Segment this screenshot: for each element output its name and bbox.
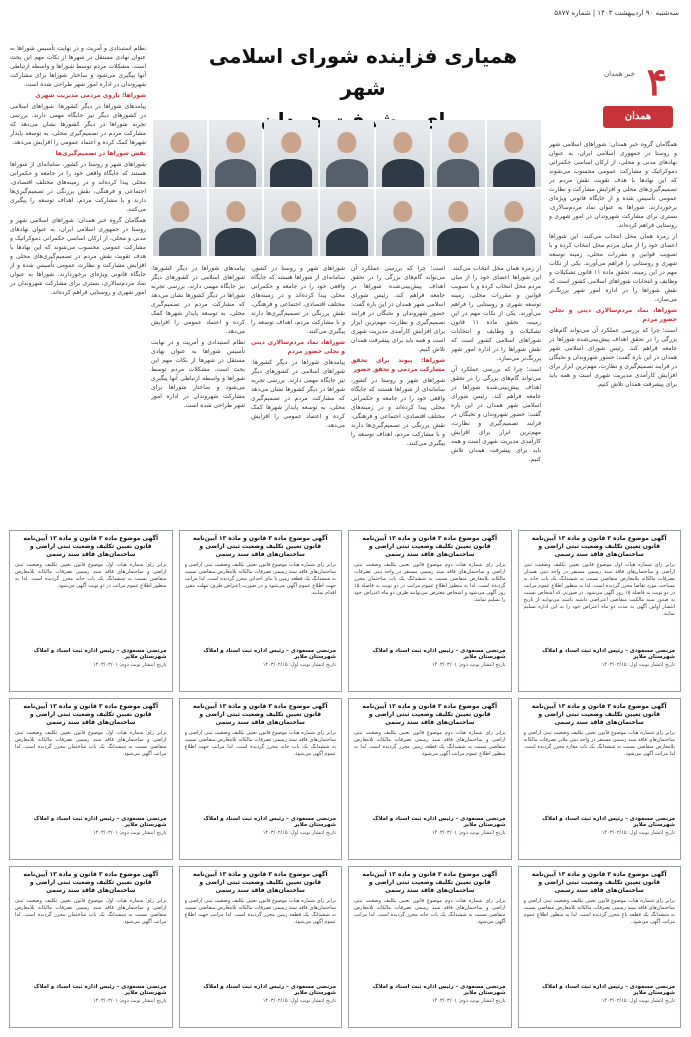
notice-text: برابر رأی شماره هیأت موضوع قانون تعیین تکلیف وضعیت ثبتی اراضی و ساختمان‌های فاقد سند رسمی تصرفات مالکانه بلامعارض متقاضی نسبت به ششدانگ یک باب خانه محرز گردیده است. لذا مراتب جهت اطلاع عموم آگهی می‌شود.: [184, 730, 336, 757]
section-label: خبر همدان: [603, 70, 635, 78]
article-subhead: شوراها، نماد مردم‌سالاری دینی و تجلی حضور مردم: [549, 307, 677, 323]
article-paragraph: از زمره همان محل انتخاب می‌کنند. این شوراها اعضای خود را از میان مردم محل انتخاب کرده و با تصویب قوانین و مقررات محلی، زمینه توسعه شهری و روستایی را فراهم می‌آورند. یکی از نکات مهم در این زمینه، تحقق ماده ۱۱ قانون تشکیلات و وظایف و انتخابات شوراهای اسلامی کشور است که نقش شوراها را در اداره امور شهر پررنگ‌تر می‌سازد.: [549, 233, 677, 303]
article-column-4: [251, 264, 345, 524]
notice-title: آگهی موضوع ماده ۳ قانون و ماده ۱۳ آیین‌نامه قانون تعیین تکلیف وضعیت ثبتی اراضی و ساختمان‌های فاقد سند رسمی: [23, 535, 159, 558]
notice-text: برابر رأی شماره هیأت موضوع قانون تعیین تکلیف وضعیت ثبتی اراضی و ساختمان‌های فاقد سند رسمی تصرفات مالکانه بلامعارض متقاضی نسبت به ششدانگ یک قطعه زمین با بنای احداثی محرز گردیده است. لذا مراتب جهت اطلاع عموم آگهی می‌شود و در صورت اعتراض ظرف مهلت مقرر اقدام نمایند.: [184, 562, 336, 596]
article-column-1: [549, 140, 677, 524]
notice-signature: مرتضی مسعودی – رئیس اداره ثبت اسناد و املاک شهرستان ملایر: [542, 984, 675, 996]
notice-text: برابر رأی شماره هیأت اول موضوع قانون تعیین تکلیف وضعیت ثبتی اراضی و ساختمان‌های فاقد سند رسمی تصرفات مالکانه بلامعارض متقاضی نسبت به ششدانگ یک باب خانه محرز گردیده است. لذا به منظور اطلاع عموم مراتب در دو نوبت آگهی می‌شود.: [15, 562, 167, 589]
notice-title: آگهی موضوع ماده ۳ قانون و ماده ۱۳ آیین‌نامه قانون تعیین تکلیف وضعیت ثبتی اراضی و ساختمان‌های فاقد سند رسمی: [362, 871, 498, 894]
notice-publish-date: تاریخ انتشار نوبت اول: ۱۴۰۳/۰۲/۱۵: [262, 830, 336, 836]
notice-title: آگهی موضوع ماده ۳ قانون و ماده ۱۳ آیین‌نامه قانون تعیین تکلیف وضعیت ثبتی اراضی و ساختمان‌های فاقد سند رسمی: [192, 703, 328, 726]
notice-signature: مرتضی مسعودی – رئیس اداره ثبت اسناد و املاک شهرستان ملایر: [372, 816, 506, 828]
article-paragraph: شوراهای شهر و روستا در کشور، سامانه‌ای از شوراها هستند که جایگاه واقعی خود را در جامعه و حکمرانی محلی پیدا کرده‌اند و در زمینه‌های مختلف اقتصادی، اجتماعی و فرهنگی، نقش پررنگی در تصمیم‌گیری‌ها دارند و با مشارکت مردم، اهداف توسعه را پیگیری می‌کنند.: [10, 161, 146, 213]
article-paragraph: است؛ چرا که بررسی عملکرد آن می‌تواند گام‌های بزرگی را در تحقق اهداف پیش‌بینی‌شده شوراها در جامعه فراهم کند. رئیس شورای اسلامی شهر همدان در این باره گفت: حضور شهروندان و نخبگان در فرایند تصمیم‌گیری و نظارت، مهم‌ترین ابزار برای افزایش کارآمدی مدیریت شهری است و همه باید برای پیشرفت همدان تلاش کنیم.: [549, 327, 677, 388]
member-photo: [153, 120, 207, 187]
notice-publish-date: تاریخ انتشار نوبت دوم: ۱۴۰۳/۰۳/۰۱: [431, 830, 506, 836]
article-subhead: نقش شوراها در تصمیم‌گیری‌ها: [55, 150, 146, 157]
member-photo: [264, 120, 318, 187]
notice-publish-date: تاریخ انتشار نوبت دوم: ۱۴۰۳/۰۳/۰۱: [431, 662, 506, 668]
article-paragraph: پیامدهای شوراها در دیگر کشورها: شوراهای اسلامی در کشورهای دیگر نیز جایگاه مهمی دارند. بررسی تجربه شوراها در دیگر کشورها نشان می‌دهد که مشارکت مردم در تصمیم‌گیری محلی، به توسعه پایدار شهرها کمک کرده و اعتماد عمومی را افزایش می‌دهد.: [10, 103, 146, 146]
notice-publish-date: تاریخ انتشار نوبت اول: ۱۴۰۳/۰۲/۱۵: [601, 830, 675, 836]
notice-title: آگهی موضوع ماده ۳ قانون و ماده ۱۳ آیین‌نامه قانون تعیین تکلیف وضعیت ثبتی اراضی و ساختمان‌های فاقد سند رسمی: [192, 535, 328, 558]
article-subhead: شوراها؛ بازوی مردمی مدیریت شهری: [35, 92, 146, 99]
notice-signature: مرتضی مسعودی – رئیس اداره ثبت اسناد و املاک شهرستان ملایر: [33, 648, 167, 660]
article-paragraph: است؛ چرا که بررسی عملکرد آن می‌تواند گام‌های بزرگی را در تحقق اهداف پیش‌بینی‌شده شوراها در جامعه فراهم کند. رئیس شورای اسلامی شهر همدان در این باره گفت: حضور شهروندان و نخبگان در فرایند تصمیم‌گیری و نظارت، مهم‌ترین ابزار برای افزایش کارآمدی مدیریت شهری است و همه باید برای پیشرفت همدان تلاش کنیم.: [451, 366, 541, 463]
article-paragraph: همگامان گروه خبر همدان: شوراهای اسلامی شهر و روستا در جمهوری اسلامی ایران، به عنوان نهادهای مدنی و محلی، از ارکان اساسی حکمرانی دموکراتیک و مشارکت عمومی محسوب می‌شوند که این نهادها با هدف تقویت نقش مردم در تصمیم‌گیری‌های محلی و افزایش مشارکت و نظارت عمومی تأسیس شده و از جایگاه قانونی ویژه‌ای برخوردارند. شوراها به عنوان نماد مردم‌سالاری، بستری برای مشارکت شهروندان در امور شهری و روستایی فراهم کرده‌اند.: [10, 217, 146, 296]
member-photo: [209, 189, 263, 256]
council-members-photos: [153, 120, 541, 256]
article-paragraph: از زمره همان محل انتخاب می‌کنند. این شوراها اعضای خود را از میان مردم محل انتخاب کرده و با تصویب قوانین و مقررات محلی، زمینه توسعه شهری و روستایی را فراهم می‌آورند. یکی از نکات مهم در این زمینه، تحقق ماده ۱۱ قانون تشکیلات و وظایف و انتخابات شوراهای اسلامی کشور است که نقش شوراها را در اداره امور شهر پررنگ‌تر می‌سازد.: [451, 265, 541, 362]
member-photo: [153, 189, 207, 256]
article-subhead: شوراها، نماد مردم‌سالاری دینی و تجلی حضور مردم: [251, 339, 345, 355]
official-notice: [179, 698, 343, 860]
official-notice: [179, 530, 343, 692]
member-photo: [376, 189, 430, 256]
article-column-2: [451, 264, 541, 524]
member-photo: [487, 189, 541, 256]
notice-title: آگهی موضوع ماده ۳ قانون و ماده ۱۳ آیین‌نامه قانون تعیین تکلیف وضعیت ثبتی اراضی و ساختمان‌های فاقد سند رسمی: [531, 871, 667, 894]
official-notice: [179, 866, 343, 1028]
article-column-6: [10, 44, 146, 524]
notice-signature: مرتضی مسعودی – رئیس اداره ثبت اسناد و املاک شهرستان ملایر: [372, 648, 506, 660]
official-notice: [348, 698, 512, 860]
official-notice: [9, 530, 173, 692]
notice-text: برابر رأی شماره هیأت موضوع قانون تعیین تکلیف وضعیت ثبتی اراضی و ساختمان‌های فاقد سند رسمی تصرفات مالکانه بلامعارض متقاضی نسبت به ششدانگ یک قطعه زمین محرز گردیده است. لذا مراتب جهت اطلاع عموم آگهی می‌شود.: [184, 898, 336, 925]
member-photo: [432, 120, 486, 187]
notice-signature: مرتضی مسعودی – رئیس اداره ثبت اسناد و املاک شهرستان ملایر: [33, 816, 167, 828]
article-paragraph: پیامدهای شوراها در دیگر کشورها: شوراهای اسلامی در کشورهای دیگر نیز جایگاه مهمی دارند. بررسی تجربه شوراها در دیگر کشورها نشان می‌دهد که مشارکت مردم در تصمیم‌گیری محلی، به توسعه پایدار شهرها کمک کرده و اعتماد عمومی را افزایش می‌دهد.: [151, 265, 245, 335]
notice-publish-date: تاریخ انتشار نوبت اول: ۱۴۰۳/۰۲/۱۵: [262, 998, 336, 1004]
official-notice: [518, 698, 682, 860]
notice-publish-date: تاریخ انتشار نوبت دوم: ۱۴۰۳/۰۳/۰۱: [92, 662, 167, 668]
notice-title: آگهی موضوع ماده ۳ قانون و ماده ۱۳ آیین‌نامه قانون تعیین تکلیف وضعیت ثبتی اراضی و ساختمان‌های فاقد سند رسمی: [23, 871, 159, 894]
article-subhead: شوراها: پیوند برای تحقق مشارکت مردمی و تحقق حضور: [351, 357, 445, 373]
official-notice: [348, 866, 512, 1028]
article-paragraph: نظام استبدادی و آمریت و در نهایت تأسیس شوراها به عنوان نهادی مستقل در شهرها از نکات مهم این بحث است. مشکلات مردم توسط شوراها و واسطه ارتباطی آنها پیگیری می‌شود و ساختار شوراها برای مشارکت شهروندان در اداره امور شهر طراحی شده است.: [10, 45, 146, 88]
notice-publish-date: تاریخ انتشار نوبت دوم: ۱۴۰۳/۰۳/۰۱: [431, 998, 506, 1004]
notice-signature: مرتضی مسعودی – رئیس اداره ثبت اسناد و املاک شهرستان ملایر: [203, 816, 336, 828]
notice-publish-date: تاریخ انتشار نوبت اول: ۱۴۰۳/۰۲/۱۵: [262, 662, 336, 668]
article-paragraph: شوراهای شهر و روستا در کشور، سامانه‌ای از شوراها هستند که جایگاه واقعی خود را در جامعه و حکمرانی محلی پیدا کرده‌اند و در زمینه‌های مختلف اقتصادی، اجتماعی و فرهنگی، نقش پررنگی در تصمیم‌گیری‌ها دارند و با مشارکت مردم، اهداف توسعه را پیگیری می‌کنند.: [251, 265, 345, 335]
member-photo: [320, 120, 374, 187]
notice-signature: مرتضی مسعودی – رئیس اداره ثبت اسناد و املاک شهرستان ملایر: [372, 984, 506, 996]
article-column-5: [151, 264, 245, 524]
official-notice: [9, 866, 173, 1028]
member-photo: [264, 189, 318, 256]
newspaper-logo: همدان: [603, 106, 673, 128]
notice-signature: مرتضی مسعودی – رئیس اداره ثبت اسناد و املاک شهرستان ملایر: [542, 648, 675, 660]
article-paragraph: پیامدهای شوراها در دیگر کشورها: شوراهای اسلامی در کشورهای دیگر نیز جایگاه مهمی دارند. بررسی تجربه شوراها در دیگر کشورها نشان می‌دهد که مشارکت مردم در تصمیم‌گیری محلی، به توسعه پایدار شهرها کمک کرده و اعتماد عمومی را افزایش می‌دهد.: [251, 359, 345, 429]
notice-publish-date: تاریخ انتشار نوبت اول: ۱۴۰۳/۰۲/۱۵: [601, 662, 675, 668]
notice-text: برابر رأی شماره هیأت دوم موضوع قانون تعیین تکلیف وضعیت ثبتی اراضی و ساختمان‌های فاقد سند رسمی مستقر در واحد ثبتی تصرفات مالکانه بلامعارض متقاضی نسبت به ششدانگ یک باب ساختمان محرز گردیده است. لذا به منظور اطلاع عموم مراتب در دو نوبت به فاصله ۱۵ روز آگهی می‌شود و اشخاص معترض می‌توانند ظرف دو ماه اعتراض خود را تسلیم نمایند.: [354, 562, 506, 603]
issue-date: سه‌شنبه ۹۰ اردیبهشت ۱۴۰۳ | شماره ۵۸۷۷: [554, 9, 679, 17]
issue-bar: [10, 6, 681, 20]
member-photo: [432, 189, 486, 256]
notice-text: برابر رأی شماره هیأت اول موضوع قانون تعیین تکلیف وضعیت ثبتی اراضی و ساختمان‌های فاقد سند رسمی تصرفات مالکانه بلامعارض متقاضی نسبت به ششدانگ یک باب ساختمان محرز گردیده است. لذا مراتب آگهی می‌شود.: [15, 898, 167, 925]
notice-title: آگهی موضوع ماده ۳ قانون و ماده ۱۳ آیین‌نامه قانون تعیین تکلیف وضعیت ثبتی اراضی و ساختمان‌های فاقد سند رسمی: [192, 871, 328, 894]
article-paragraph: نظام استبدادی و آمریت و در نهایت تأسیس شوراها به عنوان نهادی مستقل در شهرها از نکات مهم این بحث است. مشکلات مردم توسط شوراها و واسطه ارتباطی آنها پیگیری می‌شود و ساختار شوراها برای مشارکت شهروندان در اداره امور شهر طراحی شده است.: [151, 339, 245, 409]
official-notice: [518, 866, 682, 1028]
notice-signature: مرتضی مسعودی – رئیس اداره ثبت اسناد و املاک شهرستان ملایر: [33, 984, 167, 996]
notice-publish-date: تاریخ انتشار نوبت دوم: ۱۴۰۳/۰۳/۰۱: [92, 998, 167, 1004]
notice-text: برابر رأی شماره هیأت اول موضوع قانون تعیین تکلیف وضعیت ثبتی اراضی و ساختمان‌های فاقد سند رسمی تصرفات مالکانه بلامعارض متقاضی نسبت به ششدانگ یک باب ساختمان محرز گردیده است. لذا مراتب آگهی می‌شود.: [15, 730, 167, 757]
official-notice: [518, 530, 682, 692]
article-paragraph: همگامان گروه خبر همدان: شوراهای اسلامی شهر و روستا در جمهوری اسلامی ایران، به عنوان نهادهای مدنی و محلی، از ارکان اساسی حکمرانی دموکراتیک و مشارکت عمومی محسوب می‌شوند که این نهادها با هدف تقویت نقش مردم در تصمیم‌گیری‌های محلی و افزایش مشارکت و نظارت عمومی تأسیس شده و از جایگاه قانونی ویژه‌ای برخوردارند. شوراها به عنوان نماد مردم‌سالاری، بستری برای مشارکت شهروندان در امور شهری و روستایی فراهم کرده‌اند.: [549, 141, 677, 229]
notice-text: برابر رأی شماره هیأت اول موضوع قانون تعیین تکلیف وضعیت ثبتی اراضی و ساختمان‌های فاقد سند رسمی مستقر در واحد ثبتی همدان تصرفات مالکانه بلامعارض متقاضی نسبت به ششدانگ یک باب خانه به مساحت مورد تقاضا محرز گردیده است. لذا به منظور اطلاع عموم مراتب در دو نوبت به فاصله ۱۵ روز آگهی می‌شود. در صورتی که اشخاص نسبت به صدور سند مالکیت متقاضی اعتراضی داشته باشند می‌توانند از تاریخ انتشار اولین آگهی به مدت دو ماه اعتراض خود را به این اداره تسلیم نمایند.: [523, 562, 675, 617]
member-photo: [487, 120, 541, 187]
page-badge: [599, 60, 677, 128]
article-paragraph: شوراهای شهر و روستا در کشور، سامانه‌ای از شوراها هستند که جایگاه واقعی خود را در جامعه و حکمرانی محلی پیدا کرده‌اند و در زمینه‌های مختلف اقتصادی، اجتماعی و فرهنگی، نقش پررنگی در تصمیم‌گیری‌ها دارند و با مشارکت مردم، اهداف توسعه را پیگیری می‌کنند.: [351, 377, 445, 447]
notice-title: آگهی موضوع ماده ۳ قانون و ماده ۱۳ آیین‌نامه قانون تعیین تکلیف وضعیت ثبتی اراضی و ساختمان‌های فاقد سند رسمی: [362, 703, 498, 726]
notice-publish-date: تاریخ انتشار نوبت دوم: ۱۴۰۳/۰۳/۰۱: [92, 830, 167, 836]
notice-title: آگهی موضوع ماده ۳ قانون و ماده ۱۳ آیین‌نامه قانون تعیین تکلیف وضعیت ثبتی اراضی و ساختمان‌های فاقد سند رسمی: [362, 535, 498, 558]
notice-signature: مرتضی مسعودی – رئیس اداره ثبت اسناد و املاک شهرستان ملایر: [203, 648, 336, 660]
notice-title: آگهی موضوع ماده ۳ قانون و ماده ۱۳ آیین‌نامه قانون تعیین تکلیف وضعیت ثبتی اراضی و ساختمان‌های فاقد سند رسمی: [531, 703, 667, 726]
official-notice: [348, 530, 512, 692]
notice-signature: مرتضی مسعودی – رئیس اداره ثبت اسناد و املاک شهرستان ملایر: [203, 984, 336, 996]
official-notice: [9, 698, 173, 860]
member-photo: [320, 189, 374, 256]
headline-line-1: همیاری فزاینده شورای اسلامی شهر: [208, 44, 518, 100]
notice-signature: مرتضی مسعودی – رئیس اداره ثبت اسناد و املاک شهرستان ملایر: [542, 816, 675, 828]
article-paragraph: است؛ چرا که بررسی عملکرد آن می‌تواند گام‌های بزرگی را در تحقق اهداف پیش‌بینی‌شده شوراها در جامعه فراهم کند. رئیس شورای اسلامی شهر همدان در این باره گفت: حضور شهروندان و نخبگان در فرایند تصمیم‌گیری و نظارت، مهم‌ترین ابزار برای افزایش کارآمدی مدیریت شهری است و همه باید برای پیشرفت همدان تلاش کنیم.: [351, 265, 445, 353]
notice-publish-date: تاریخ انتشار نوبت اول: ۱۴۰۳/۰۲/۱۵: [601, 998, 675, 1004]
notice-text: برابر رأی شماره هیأت دوم موضوع قانون تعیین تکلیف وضعیت ثبتی اراضی و ساختمان‌های فاقد سند رسمی تصرفات مالکانه بلامعارض متقاضی نسبت به ششدانگ یک قطعه زمین محرز گردیده است. لذا به منظور اطلاع عموم مراتب آگهی می‌شود.: [354, 730, 506, 757]
member-photo: [209, 120, 263, 187]
notice-title: آگهی موضوع ماده ۳ قانون و ماده ۱۳ آیین‌نامه قانون تعیین تکلیف وضعیت ثبتی اراضی و ساختمان‌های فاقد سند رسمی: [531, 535, 667, 558]
notice-text: برابر رأی شماره هیأت موضوع قانون تعیین تکلیف وضعیت ثبتی اراضی و ساختمان‌های فاقد سند رسمی تصرفات مالکانه بلامعارض متقاضی نسبت به ششدانگ یک قطعه باغ محرز گردیده است. لذا به منظور اطلاع عموم مراتب آگهی می‌شود.: [523, 898, 675, 925]
page-number: ۴: [646, 59, 668, 104]
article-column-3: [351, 264, 445, 524]
notice-text: برابر رأی شماره هیأت دوم موضوع قانون تعیین تکلیف وضعیت ثبتی اراضی و ساختمان‌های فاقد سند رسمی تصرفات مالکانه بلامعارض متقاضی نسبت به ششدانگ یک باب خانه محرز گردیده است. لذا مراتب آگهی می‌شود.: [354, 898, 506, 925]
official-notices: [9, 530, 681, 1028]
notice-title: آگهی موضوع ماده ۳ قانون و ماده ۱۳ آیین‌نامه قانون تعیین تکلیف وضعیت ثبتی اراضی و ساختمان‌های فاقد سند رسمی: [23, 703, 159, 726]
member-photo: [376, 120, 430, 187]
notice-text: برابر رأی شماره هیأت موضوع قانون تعیین تکلیف وضعیت ثبتی اراضی و ساختمان‌های فاقد سند رسمی مستقر در واحد ثبتی ملایر تصرفات مالکانه بلامعارض متقاضی نسبت به ششدانگ یک باب مغازه محرز گردیده است. لذا مراتب آگهی می‌شود.: [523, 730, 675, 757]
